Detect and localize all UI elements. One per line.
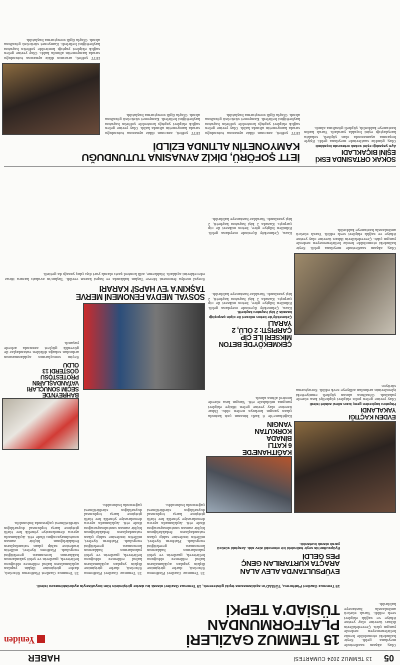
iett-photo xyxy=(2,63,100,135)
election-line6: ÖLDÜ xyxy=(63,361,79,367)
main-body-col3: 15 Temmuz Gazileri Platformu Sözcüsü, darbe girişimine ilişkin yapılan açıklamaların kabul edilemez olduğunu belirterek, gazilerin ve şehit yakınlarının haklarının korunması gerektiğini vurguladı. Platform üyeleri, milletin iradesine sahip çıkan vatandaşların fedakârlığının hiçbir zaman unutulmayacağını ifade etti. Açıklamada ayrıca demokrasiye yönelik her türlü girişime karşı toplumsal duyarlılığın sürdürülmesi çağrısında bulunuldu. xyxy=(4,521,79,575)
street-body: Olay, gündüz saatlerinde meydana geldi. Eşiyle boşanma aşamasında olan şüpheli, sokakta karşılaştığı eşini bıçakla yaraladı. Yaralı kadın hastaneye kaldırıldı, şüpheli gözaltına alındı. xyxy=(304,126,396,144)
iett-body-col2: İETT şoförü, aracının dikiz aynasına tutunduğu sırada kamyonetin altında kaldı. Olay yerine gelen sağlık ekipleri yaptığı kontrolde şoförün hayatını kaybettiğini belirledi. Kamyonet sürücüsü gözaltına alındı. Olayla ilgili soruşturma başlatıldı. xyxy=(105,113,200,135)
logo-text: Yeniden xyxy=(3,635,35,645)
left-body: Olay yerine gelen polis ekipleri şüpheliyi kısa sürede yakaladı. Gözaltına alınan şüpheli emniyetteki işlemlerinin ardından adliyeye sevk edildi. Soruşturma sürüyor. xyxy=(296,384,396,402)
fire-story-body: Olay, akşam saatlerinde meydana geldi. Seyir halindeki otomobilde henüz belirlenemeyen nedenle yangın çıktı. Çevredekilerin ihbarı üzerine olay yerine itfaiye ve sağlık ekipleri sevk edildi. Yaralı sürücü ambulansla hastaneye kaldırıldı. xyxy=(344,602,396,647)
section-label: HABER xyxy=(27,653,60,663)
iett-body-col1: İETT şoförü, aracının dikiz aynasına tutunduğu sırada kamyonetin altında kaldı. Olay yerine gelen sağlık ekipleri yaptığı kontrolde şoförün hayatını kaybettiğini belirledi. Kamyonet sürücüsü gözaltına alındı. Olayla ilgili soruşturma başlatıldı. xyxy=(205,113,300,135)
center-lower-text: Kaza, Çekmeköy ilçesinde meydana geldi. Edinilen bilgiye göre, beton mikseri ile cip çarpıştı. Kazada 2 kişi hayatını kaybetti, 2 kişi yaralandı. Yaralılar hastaneye kaldırıldı. xyxy=(208,217,292,235)
kagithane-head xyxy=(208,358,292,455)
kagithane-line5: YANGIN xyxy=(267,420,292,427)
left-lower-text: Olay, akşam saatlerinde meydana geldi. Seyir halindeki otomobilde henüz belirlenemeyen nedenle yangın çıktı. Çevredekilerin ihbarı üzerine olay yerine itfaiye ve sağlık ekipleri sevk edildi. Yaralı sürücü ambulansla hastaneye kaldırıldı. xyxy=(296,228,396,250)
election-line1: BAHREYN'DE xyxy=(42,391,79,397)
election-photo xyxy=(2,398,79,450)
concrete-line1: ÇEKMEKÖY'DE BETON xyxy=(218,340,292,347)
street-sub: Ayrı yaşadığı eşini sokak ortasında bıçakladı xyxy=(315,144,396,148)
main-headline-line1: 15 TEMMUZ GAZİLERİ xyxy=(186,631,340,648)
iett-story-head xyxy=(4,141,300,162)
left-sub: Hayatını kaybeden genç kızın ailesi adalet istedi xyxy=(309,402,396,406)
fire-headline-line2: ARAÇTA KURTARILAN GENÇ xyxy=(241,559,340,569)
election-body: Seçim sonuçlarının açıklanmasının ardından sokağa dökülen vatandaşlar ile güvenlik güçleri arasında arbede yaşandı. xyxy=(4,341,79,359)
main-headline-line3: TÜSİAD'A TEPKİ xyxy=(226,601,340,618)
concrete-sub: Çekmeköy'de beton mikseri ile cipin çarpıştığı kazada 2 kişi hayatını kaybetti. xyxy=(208,310,292,319)
main-body-col2: 15 Temmuz Gazileri Platformu Sözcüsü, darbe girişimine ilişkin yapılan açıklamaların kabul edilemez olduğunu belirterek, gazilerin ve şehit yakınlarının haklarının korunması gerektiğini vurguladı. Platform üyeleri, milletin iradesine sahip çıkan vatandaşların fedakârlığının hiçbir zaman unutulmayacağını ifade etti. Açıklamada ayrıca demokrasiye yönelik her türlü girişime karşı toplumsal duyarlılığın sürdürülmesi çağrısında bulunuldu. xyxy=(84,503,142,575)
kagithane-photo xyxy=(206,456,292,513)
iett-line1: İETT ŞOFÖRÜ, DİKİZ AYNASINA TUTUNDUĞU xyxy=(81,151,300,163)
divider xyxy=(4,166,396,167)
concrete-story xyxy=(208,230,292,347)
social-line2: TAŞKIN'A 'EV HAPSİ' KARARI xyxy=(99,284,205,293)
iett-line2: KAMYONETİN ALTINDA EZİLDİ xyxy=(153,140,300,153)
concrete-line3: ÇARPIŞTI: 2 ÖLÜ, 2 xyxy=(232,326,292,333)
election-line5: GÖSTERDİ 13 xyxy=(42,367,79,373)
kagithane-body: Kağıthane'de 6 katlı binanın çatı katında çıkan yangın korkuya neden oldu. İhbar üzerine olay yerine gelen itfaiye ekipleri yangına müdahale etti. Yangın kısa sürede kontrol altına alındı. xyxy=(208,396,292,418)
fire-story-column xyxy=(344,517,396,647)
election-line4: PROTESTOSU xyxy=(40,373,79,379)
left-headline-line1: EVDEN KAÇTIĞI xyxy=(348,413,396,420)
main-body-col1: 15 Temmuz Gazileri Platformu Sözcüsü, darbe girişimine ilişkin yapılan açıklamaların kabul edilemez olduğunu belirterek, gazilerin ve şehit yakınlarının haklarının korunması gerektiğini vurguladı. Platform üyeleri, milletin iradesine sahip çıkan vatandaşların fedakârlığının hiçbir zaman unutulmayacağını ifade etti. Açıklamada ayrıca demokrasiye yönelik her türlü girişime karşı toplumsal duyarlılığın sürdürülmesi çağrısında bulunuldu. xyxy=(147,503,205,575)
left-headline-line2: YAKALANDI xyxy=(361,406,396,414)
fire-photo xyxy=(294,421,396,513)
concrete-line2: MİKSERİ İLE CİP xyxy=(240,333,292,340)
social-body: Sosyal medya fenomeni Merve Taşkın hakkında ev hapsi kararı verildi. Taşkın'ın avukatı karara itiraz edeceklerini açıkladı. Mahkeme, adli kontrol şartı olarak yurt dışı çıkış yasağı da getirdi. xyxy=(5,272,205,281)
election-head xyxy=(4,309,79,397)
main-headline-block xyxy=(40,589,340,647)
left-story xyxy=(296,342,396,420)
social-story xyxy=(5,221,205,300)
street-line2: EŞİNİ BIÇAKLADI xyxy=(341,148,396,155)
fire-story-head xyxy=(210,542,340,576)
page-number: 05 xyxy=(383,653,394,663)
logo-mark-icon xyxy=(37,635,45,643)
fire-headline-line3: PES GELDİ xyxy=(302,552,340,561)
page-date: 13 TEMMUZ 2024 CUMARTESİ xyxy=(293,655,372,661)
street-line1: SOKAK ORTASINDA ESKİ xyxy=(315,155,396,162)
page-header xyxy=(0,650,400,665)
iett-body-col3: İETT şoförü, aracının dikiz aynasına tutunduğu sırada kamyonetin altında kaldı. Olay yerine gelen sağlık ekipleri yaptığı kontrolde şoförün hayatını kaybettiğini belirledi. Kamyonet sürücüsü gözaltına alındı. Olayla ilgili soruşturma başlatıldı. xyxy=(4,38,100,60)
fire-headline-line1: EYÜPSULTAN'DA ALEV ALAN xyxy=(240,567,340,576)
election-line2: SEÇİM SONUÇLARI xyxy=(27,385,79,391)
crash-photo xyxy=(83,303,205,390)
kagithane-line1: KAĞITHANE'DE xyxy=(242,448,292,455)
main-headline-line2: PLATFORMUNDAN xyxy=(207,616,340,633)
masthead xyxy=(3,631,45,645)
street-story xyxy=(304,14,396,163)
main-intro: 15 Temmuz Gazileri Platformu, TÜSİAD'ın açıklamasına tepki göstererek, 15 Temmuz Gazileri olarak bu darbe girişiminin tüm boyutlarıyla aydınlatılmasını istedi. xyxy=(36,584,340,589)
kagithane-line3: BİNADA xyxy=(266,434,292,441)
election-line3: VATANDAŞLARIN xyxy=(32,379,79,385)
concrete-body: Kaza, Çekmeköy ilçesinde meydana geldi. Edinilen bilgiye göre, beton mikseri ile cip çarpıştı. Kazada 2 kişi hayatını kaybetti, 2 kişi yaralandı. Yaralılar hastaneye kaldırıldı. xyxy=(208,292,292,310)
kagithane-line4: KORKUTAN xyxy=(254,427,292,434)
kagithane-line2: 6 KATLI xyxy=(268,441,292,448)
concrete-line4: YARALI xyxy=(268,319,292,326)
concrete-photo xyxy=(294,253,396,335)
fire-sub: Eyüpsultan'da seyir halindeki bir otomobil alev aldı. Araçtaki sürücü yaralı olarak kurtarıldı. xyxy=(217,542,340,551)
social-line1: SOSYAL MEDYA FENOMENİ MERVE xyxy=(76,292,205,301)
